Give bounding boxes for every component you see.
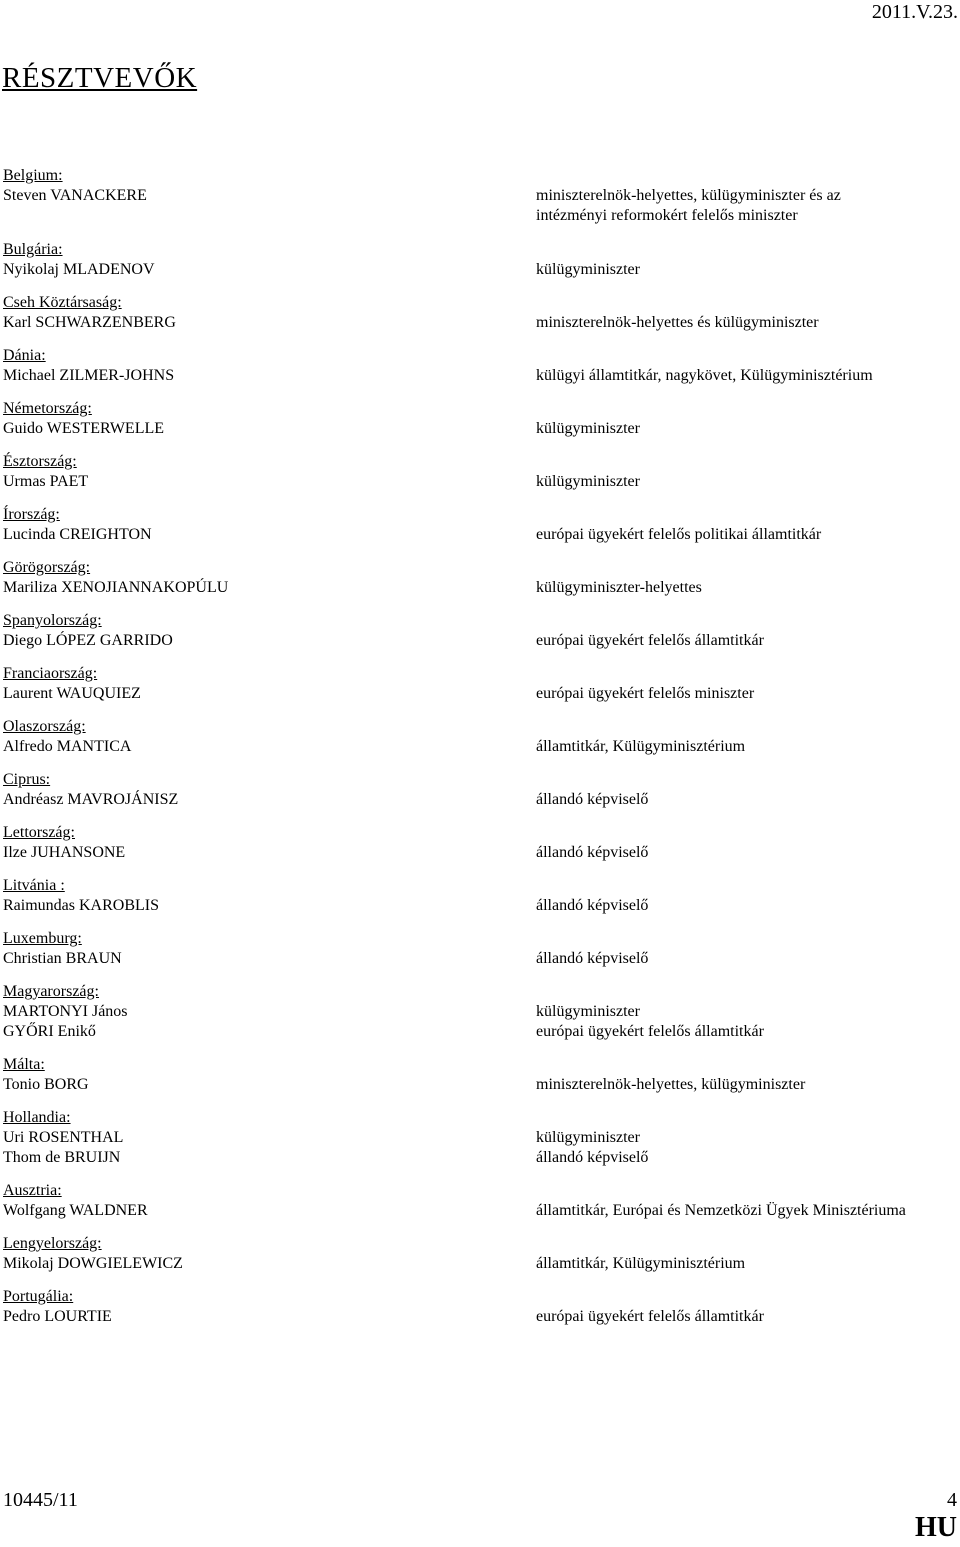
participant-roles bbox=[536, 737, 956, 757]
participant-roles bbox=[536, 790, 956, 810]
person-name: Raimundas KAROBLIS bbox=[3, 897, 159, 914]
role-title: külügyminiszter bbox=[536, 420, 640, 437]
role-title: külügyminiszter bbox=[536, 1129, 640, 1146]
participant-names bbox=[3, 240, 523, 280]
participant-roles bbox=[536, 1254, 956, 1274]
role-title: miniszterelnök-helyettes, külügyminiszter és az bbox=[536, 187, 841, 204]
participant-names bbox=[3, 876, 523, 916]
participant-names bbox=[3, 717, 523, 757]
participant-roles bbox=[536, 578, 956, 598]
person-name: Andréasz MAVROJÁNISZ bbox=[3, 791, 179, 808]
country-name: Cseh Köztársaság: bbox=[3, 294, 122, 311]
role-title: állandó képviselő bbox=[536, 1149, 649, 1166]
participant-names bbox=[3, 558, 523, 598]
participant-names bbox=[3, 664, 523, 704]
participant-roles bbox=[536, 1201, 956, 1221]
country-name: Bulgária: bbox=[3, 241, 63, 258]
country-name: Ciprus: bbox=[3, 771, 51, 788]
person-name: Laurent WAUQUIEZ bbox=[3, 685, 141, 702]
participant-roles bbox=[536, 366, 956, 386]
country-name: Olaszország: bbox=[3, 718, 86, 735]
participant-names bbox=[3, 611, 523, 651]
participant-names bbox=[3, 505, 523, 545]
country-name: Lengyelország: bbox=[3, 1235, 102, 1252]
country-name: Görögország: bbox=[3, 559, 91, 576]
person-name: Mariliza XENOJIANNAKOPÚLU bbox=[3, 579, 229, 596]
country-name: Hollandia: bbox=[3, 1109, 71, 1126]
role-title: külügyminiszter bbox=[536, 261, 640, 278]
role-title: miniszterelnök-helyettes és külügyminiszter bbox=[536, 314, 819, 331]
person-name: Alfredo MANTICA bbox=[3, 738, 132, 755]
role-title: európai ügyekért felelős miniszter bbox=[536, 685, 755, 702]
role-title: európai ügyekért felelős politikai államtitkár bbox=[536, 526, 822, 543]
country-name: Belgium: bbox=[3, 167, 63, 184]
person-name: Mikolaj DOWGIELEWICZ bbox=[3, 1255, 183, 1272]
participant-roles bbox=[536, 525, 956, 545]
country-name: Portugália: bbox=[3, 1288, 74, 1305]
participant-names bbox=[3, 293, 523, 333]
role-title: állandó képviselő bbox=[536, 950, 649, 967]
participant-names bbox=[3, 770, 523, 810]
role-title: állandó képviselő bbox=[536, 791, 649, 808]
role-title: miniszterelnök-helyettes, külügyminiszter bbox=[536, 1076, 806, 1093]
country-name: Luxemburg: bbox=[3, 930, 82, 947]
country-name: Málta: bbox=[3, 1056, 45, 1073]
person-name: Nyikolaj MLADENOV bbox=[3, 261, 155, 278]
person-name: Tonio BORG bbox=[3, 1076, 89, 1093]
document-date: 2011.V.23. bbox=[871, 1, 958, 23]
participant-roles bbox=[536, 949, 956, 969]
person-name: Pedro LOURTIE bbox=[3, 1308, 112, 1325]
country-name: Franciaország: bbox=[3, 665, 98, 682]
participant-names bbox=[3, 1181, 523, 1221]
participant-roles bbox=[536, 684, 956, 704]
person-name: MARTONYI János bbox=[3, 1003, 128, 1020]
participant-names bbox=[3, 823, 523, 863]
role-title: európai ügyekért felelős államtitkár bbox=[536, 632, 764, 649]
person-name: Diego LÓPEZ GARRIDO bbox=[3, 632, 173, 649]
person-name: Urmas PAET bbox=[3, 473, 89, 490]
participant-names bbox=[3, 1108, 523, 1168]
country-name: Németország: bbox=[3, 400, 92, 417]
participant-roles bbox=[536, 843, 956, 863]
participant-roles bbox=[536, 472, 956, 492]
page-number: 4 bbox=[947, 1489, 957, 1511]
participant-names bbox=[3, 1287, 523, 1327]
country-name: Magyarország: bbox=[3, 983, 99, 1000]
participant-roles bbox=[536, 313, 956, 333]
participant-roles bbox=[536, 1307, 956, 1327]
country-name: Spanyolország: bbox=[3, 612, 102, 629]
role-title: külügyminiszter bbox=[536, 473, 640, 490]
page-title: RÉSZTVEVŐK bbox=[2, 62, 198, 94]
participant-roles bbox=[536, 896, 956, 916]
role-title: európai ügyekért felelős államtitkár bbox=[536, 1023, 764, 1040]
participant-names bbox=[3, 982, 523, 1042]
role-title: európai ügyekért felelős államtitkár bbox=[536, 1308, 764, 1325]
person-name: Lucinda CREIGHTON bbox=[3, 526, 152, 543]
person-name: Thom de BRUIJN bbox=[3, 1149, 121, 1166]
participant-roles bbox=[536, 1075, 956, 1095]
person-name: Uri ROSENTHAL bbox=[3, 1129, 124, 1146]
participant-roles bbox=[536, 186, 956, 226]
role-title: külügyminiszter bbox=[536, 1003, 640, 1020]
participant-roles bbox=[536, 631, 956, 651]
participant-roles bbox=[536, 419, 956, 439]
participant-roles bbox=[536, 1002, 956, 1042]
country-name: Litvánia : bbox=[3, 877, 65, 894]
person-name: Steven VANACKERE bbox=[3, 187, 147, 204]
participant-names bbox=[3, 452, 523, 492]
person-name: Guido WESTERWELLE bbox=[3, 420, 165, 437]
country-name: Dánia: bbox=[3, 347, 46, 364]
country-name: Ausztria: bbox=[3, 1182, 62, 1199]
document-number: 10445/11 bbox=[3, 1489, 78, 1511]
role-title: állandó képviselő bbox=[536, 844, 649, 861]
person-name: Ilze JUHANSONE bbox=[3, 844, 126, 861]
participant-names bbox=[3, 1055, 523, 1095]
participant-names bbox=[3, 346, 523, 386]
role-title: külügyi államtitkár, nagykövet, Külügyminisztérium bbox=[536, 367, 873, 384]
language-code: HU bbox=[915, 1512, 957, 1543]
role-title: államtitkár, Külügyminisztérium bbox=[536, 1255, 746, 1272]
role-title: intézményi reformokért felelős miniszter bbox=[536, 207, 798, 224]
participant-roles bbox=[536, 260, 956, 280]
person-name: Wolfgang WALDNER bbox=[3, 1202, 148, 1219]
person-name: Christian BRAUN bbox=[3, 950, 122, 967]
role-title: államtitkár, Európai és Nemzetközi Ügyek Minisztériuma bbox=[536, 1202, 906, 1219]
person-name: Michael ZILMER-JOHNS bbox=[3, 367, 175, 384]
country-name: Írország: bbox=[3, 506, 60, 523]
country-name: Lettország: bbox=[3, 824, 75, 841]
person-name: GYŐRI Enikő bbox=[3, 1023, 96, 1040]
role-title: államtitkár, Külügyminisztérium bbox=[536, 738, 746, 755]
role-title: állandó képviselő bbox=[536, 897, 649, 914]
participant-names bbox=[3, 166, 523, 206]
participant-roles bbox=[536, 1128, 956, 1168]
participant-names bbox=[3, 929, 523, 969]
participant-names bbox=[3, 399, 523, 439]
role-title: külügyminiszter-helyettes bbox=[536, 579, 702, 596]
participant-names bbox=[3, 1234, 523, 1274]
country-name: Észtország: bbox=[3, 453, 77, 470]
person-name: Karl SCHWARZENBERG bbox=[3, 314, 176, 331]
